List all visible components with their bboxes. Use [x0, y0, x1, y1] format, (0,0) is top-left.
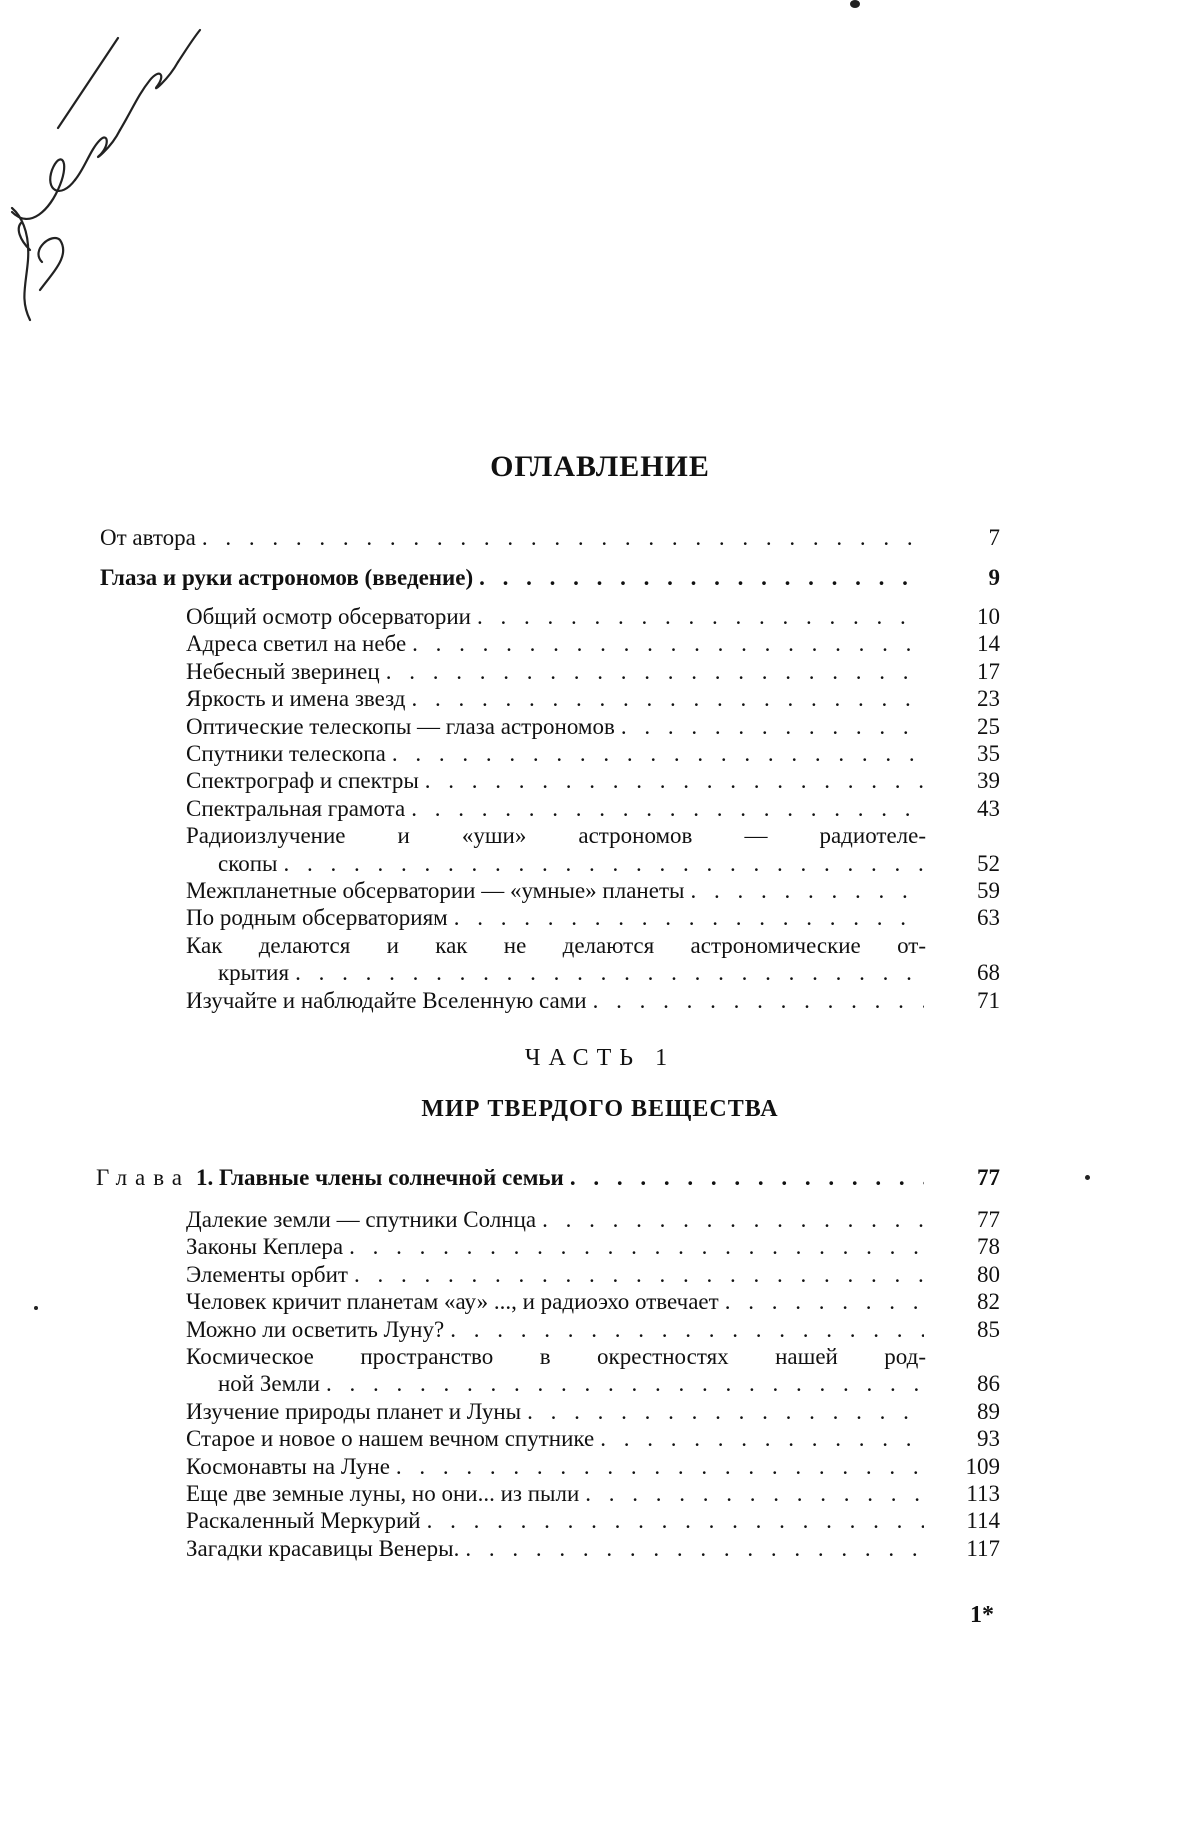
leader-dots [386, 658, 924, 686]
toc-entry-title: Человек кричит планетам «ау» ..., и радиоэхо отвечает [186, 1289, 719, 1315]
leader-dots [295, 959, 924, 987]
toc-entry-page: 10 [977, 604, 1000, 629]
toc-entry-page: 89 [977, 1398, 1000, 1424]
toc-entry [186, 1535, 1000, 1563]
part-heading: ЧАСТЬ 1 [524, 1045, 676, 1071]
toc-entry-title: Еще две земные луны, но они... из пыли [186, 1481, 580, 1506]
toc-entry-page: 109 [965, 1453, 1000, 1479]
toc-entry [186, 658, 1000, 686]
toc-entry [186, 904, 1000, 932]
toc-entry-title: Элементы орбит [186, 1261, 348, 1287]
leader-dots [585, 1480, 924, 1508]
toc-entry [186, 877, 1000, 905]
part-subheading: МИР ТВЕРДОГО ВЕЩЕСТВА [421, 1096, 779, 1122]
leader-dots [411, 795, 924, 823]
toc-entry-title: Изучение природы планет и Луны [186, 1398, 522, 1424]
toc-entry-title-first-line: Радиоизлучение и «уши» астрономов — радиотеле- [186, 823, 926, 849]
toc-entry-page: 39 [977, 768, 1000, 794]
toc-entry-title-first-line: Космическое пространство в окрестностях нашей род- [186, 1344, 926, 1369]
toc-entry-page: 35 [977, 741, 1000, 766]
toc-entry [186, 1425, 1000, 1453]
leader-dots [425, 767, 924, 795]
leader-dots [392, 740, 924, 768]
leader-dots [412, 630, 924, 658]
toc-entry-page: 7 [988, 525, 1000, 550]
toc-entry-title: Далекие земли — спутники Солнца [186, 1207, 537, 1232]
leader-dots [450, 1316, 924, 1344]
toc-entry-title: Законы Кеплера [186, 1234, 344, 1260]
leader-dots [354, 1261, 924, 1289]
toc-entry-page: 93 [977, 1426, 1000, 1452]
scan-speck [850, 0, 860, 8]
toc-entry-title: Адреса светил на небе [186, 631, 407, 657]
toc-entry-title: Изучайте и наблюдайте Вселенную сами [186, 987, 587, 1013]
toc-entry-title: По родным обсерваториям [186, 905, 448, 931]
leader-dots [527, 1398, 924, 1426]
toc-entry-title: Яркость и имена звезд [186, 686, 406, 712]
toc-entry-title: Космонавты на Луне [186, 1453, 390, 1479]
toc-entry-chapter [96, 1164, 1000, 1192]
leader-dots [542, 1206, 924, 1234]
leader-dots [427, 1507, 924, 1535]
toc-entry-page: 77 [977, 1207, 1000, 1232]
toc-entry-title: Спутники телескопа [186, 741, 386, 766]
leader-dots [412, 685, 925, 713]
toc-entry [186, 767, 1000, 795]
toc-entry-page: 80 [977, 1261, 1000, 1287]
leader-dots [725, 1288, 924, 1316]
toc-entry-page: 9 [988, 565, 1000, 590]
page-folio: 1* [970, 1602, 994, 1628]
toc-entry-title: Общий осмотр обсерватории [186, 604, 471, 629]
toc-entry [186, 1233, 1000, 1261]
toc-entry-title-first-line: Как делаются и как не делаются астрономические от- [186, 932, 926, 958]
toc-entry-title: Спектрограф и спектры [186, 768, 419, 794]
leader-dots [570, 1164, 924, 1192]
toc-entry-title: Раскаленный Меркурий [186, 1508, 421, 1534]
toc-entry-title: скопы [218, 850, 278, 876]
leader-dots [202, 524, 924, 552]
toc-entry [186, 630, 1000, 658]
toc-entry-page: 63 [977, 905, 1000, 931]
toc-entry [186, 1206, 1000, 1234]
toc-entry [186, 1480, 1000, 1508]
toc-entry-page: 82 [977, 1289, 1000, 1315]
toc-entry-foreword [100, 524, 1000, 552]
leader-dots [621, 713, 924, 741]
toc-entry [186, 987, 1000, 1015]
toc-entry-page: 25 [977, 713, 1000, 739]
page-title: ОГЛАВЛЕНИЕ [490, 450, 710, 483]
leader-dots [600, 1425, 924, 1453]
toc-entry [186, 795, 1000, 823]
toc-entry-page: 85 [977, 1316, 1000, 1342]
toc-entry-page: 77 [977, 1165, 1000, 1190]
toc-entry-page: 59 [977, 878, 1000, 903]
toc-entry-title: Спектральная грамота [186, 795, 406, 821]
toc-entry [186, 1316, 1000, 1344]
toc-entry [186, 1288, 1000, 1316]
leader-dots [326, 1370, 924, 1398]
toc-entry-title: От автора [100, 525, 196, 550]
handwritten-signature [0, 0, 240, 340]
chapter-prefix: Глава [96, 1165, 191, 1190]
toc-entry-title: ной Земли [218, 1371, 320, 1397]
toc-entry-page: 23 [977, 686, 1000, 712]
toc-entry [186, 740, 1000, 768]
toc-entry-page: 117 [966, 1535, 1000, 1561]
toc-entry-page: 17 [977, 658, 1000, 684]
toc-entry [186, 1507, 1000, 1535]
toc-entry-page: 43 [977, 795, 1000, 821]
toc-entry-title: Оптические телескопы — глаза астрономов [186, 713, 615, 739]
toc-entry-page: 114 [966, 1508, 1000, 1534]
scan-speck [1085, 1175, 1090, 1180]
toc-entry-page: 113 [966, 1481, 1000, 1506]
leader-dots [454, 904, 924, 932]
toc-entry-title: Можно ли осветить Луну? [186, 1316, 445, 1342]
toc-entry-page: 52 [977, 850, 1000, 876]
toc-entry-page: 71 [977, 987, 1000, 1013]
toc-entry-page: 86 [977, 1371, 1000, 1397]
toc-entry [186, 1398, 1000, 1426]
leader-dots [349, 1233, 924, 1261]
toc-entry-page: 68 [977, 960, 1000, 986]
toc-entry [186, 1261, 1000, 1289]
toc-entry-page: 78 [977, 1234, 1000, 1260]
leader-dots [477, 603, 924, 631]
leader-dots [479, 564, 924, 592]
toc-entry [218, 850, 1000, 878]
toc-entry [186, 685, 1000, 713]
toc-entry [218, 1370, 1000, 1398]
toc-entry [186, 603, 1000, 631]
toc-entry-introduction [100, 564, 1000, 592]
toc-entry-title: Старое и новое о нашем вечном спутнике [186, 1426, 595, 1452]
leader-dots [593, 987, 924, 1015]
leader-dots [396, 1453, 924, 1481]
toc-entry-title: Небесный зверинец [186, 658, 380, 684]
toc-entry [218, 959, 1000, 987]
leader-dots [465, 1535, 924, 1563]
toc-entry-title: Межпланетные обсерватории — «умные» планеты [186, 878, 685, 903]
leader-dots [690, 877, 924, 905]
scan-speck [34, 1306, 38, 1310]
toc-entry [186, 1453, 1000, 1481]
toc-entry-page: 14 [977, 631, 1000, 657]
toc-entry-title: крытия [218, 960, 290, 986]
toc-entry [186, 713, 1000, 741]
toc-entry-title: Загадки красавицы Венеры. [186, 1535, 460, 1561]
toc-entry-title: Глаза и руки астрономов (введение) [100, 565, 474, 590]
toc-entry-title: 1. Главные члены солнечной семьи [196, 1165, 564, 1190]
leader-dots [283, 850, 924, 878]
